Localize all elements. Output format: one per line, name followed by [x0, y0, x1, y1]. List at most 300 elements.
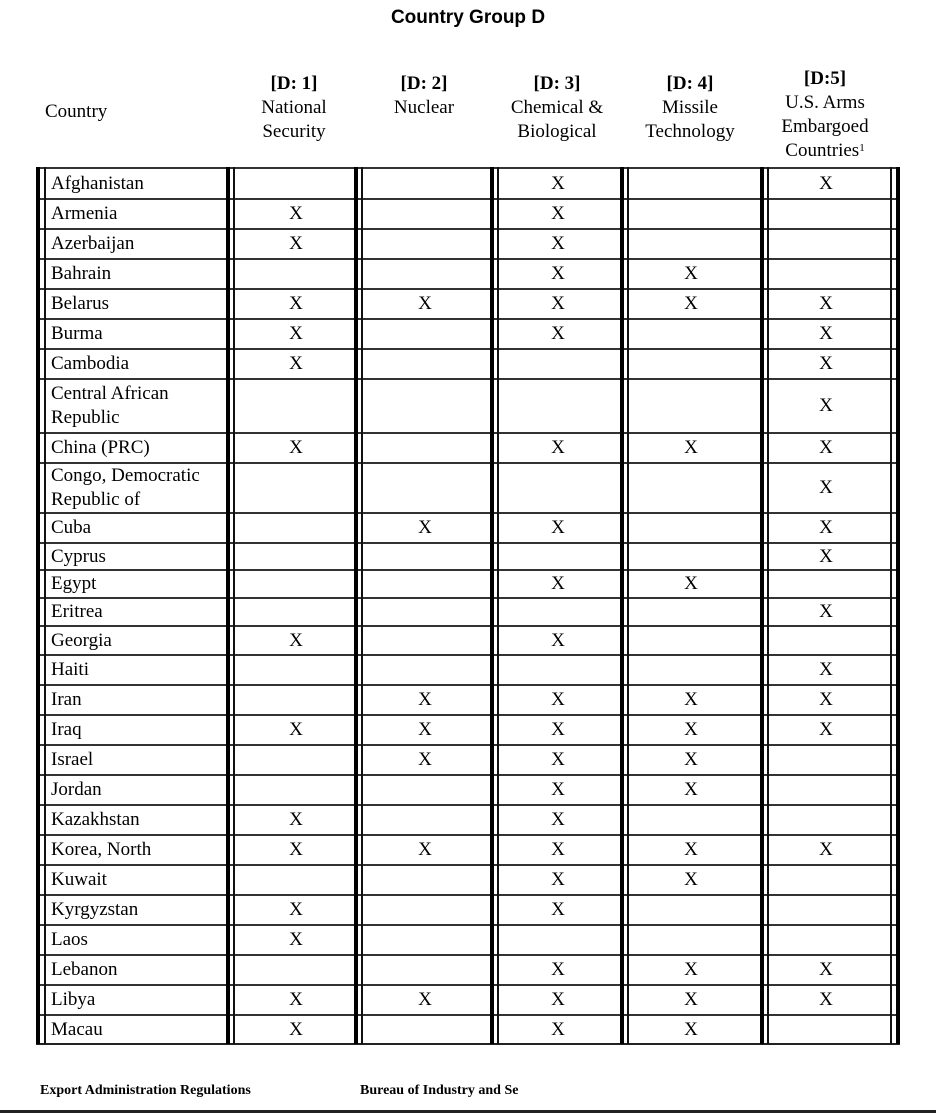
cell-d3 — [494, 627, 622, 654]
cell-d1 — [234, 986, 358, 1014]
table-row — [36, 348, 900, 378]
country-name: Iraq — [51, 719, 82, 740]
country-name: Congo, Democratic Republic of — [51, 465, 200, 510]
cell-d4 — [626, 599, 756, 625]
x-mark: X — [551, 517, 565, 538]
cell-d5 — [764, 320, 888, 348]
cell-d5 — [764, 260, 888, 288]
x-mark: X — [289, 293, 303, 314]
x-mark: X — [819, 437, 833, 458]
x-mark: X — [551, 899, 565, 920]
x-mark: X — [551, 719, 565, 740]
column-label-line: National — [261, 97, 327, 118]
cell-d1 — [234, 896, 358, 924]
cell-d4 — [626, 350, 756, 378]
country-name: Macau — [51, 1018, 103, 1040]
cell-d4 — [626, 956, 756, 984]
cell-d3 — [494, 956, 622, 984]
cell-d5 — [764, 716, 888, 744]
page-bottom-rule — [0, 1110, 936, 1113]
cell-d5 — [764, 571, 888, 597]
country-name: Cyprus — [51, 545, 106, 567]
cell-d4 — [626, 464, 756, 512]
cell-d1 — [234, 571, 358, 597]
country-name: Belarus — [51, 293, 110, 314]
x-mark: X — [289, 203, 303, 224]
country-name: Bahrain — [51, 263, 112, 284]
x-mark: X — [819, 959, 833, 980]
cell-d1 — [234, 200, 358, 228]
country-name: Libya — [51, 989, 96, 1010]
x-mark: X — [289, 1018, 303, 1040]
country-name: Eritrea — [51, 601, 103, 622]
x-mark: X — [551, 323, 565, 344]
x-mark: X — [684, 689, 698, 710]
cell-d3 — [494, 514, 622, 542]
cell-d5 — [764, 956, 888, 984]
x-mark: X — [819, 477, 833, 498]
cell-d2 — [362, 230, 488, 258]
cell-d4 — [626, 716, 756, 744]
country-name: Azerbaijan — [51, 233, 135, 254]
cell-d4 — [626, 320, 756, 348]
cell-d1 — [234, 836, 358, 864]
cell-d4 — [626, 290, 756, 318]
cell-d1 — [234, 746, 358, 774]
x-mark: X — [819, 989, 833, 1010]
table-row — [36, 542, 900, 569]
cell-d2 — [362, 716, 488, 744]
column-label-line: Biological — [517, 121, 597, 142]
x-mark: X — [289, 233, 303, 254]
country-name: Cambodia — [51, 353, 130, 374]
cell-d4 — [626, 926, 756, 954]
page-title: Country Group D — [390, 7, 546, 28]
x-mark: X — [551, 989, 565, 1010]
country-name: Kazakhstan — [51, 809, 140, 830]
x-mark: X — [289, 437, 303, 458]
country-name: Kuwait — [51, 869, 107, 890]
column-separator — [490, 167, 494, 1044]
column-header-d5 — [755, 67, 895, 163]
column-header-d3 — [487, 72, 627, 144]
cell-d2 — [362, 544, 488, 569]
x-mark: X — [551, 749, 565, 770]
x-mark: X — [551, 959, 565, 980]
country-name: Georgia — [51, 629, 112, 651]
x-mark: X — [551, 809, 565, 830]
country-name: Korea, North — [51, 839, 152, 860]
table-row — [36, 744, 900, 774]
x-mark: X — [684, 959, 698, 980]
column-label-line: Technology — [645, 121, 735, 142]
cell-d5 — [764, 836, 888, 864]
country-name: Burma — [51, 323, 103, 344]
cell-d5 — [764, 986, 888, 1014]
x-mark: X — [551, 203, 565, 224]
cell-d2 — [362, 896, 488, 924]
table-row — [36, 864, 900, 894]
cell-d1 — [234, 1016, 358, 1043]
cell-d3 — [494, 986, 622, 1014]
x-mark: X — [551, 779, 565, 800]
country-name: Haiti — [51, 659, 89, 680]
x-mark: X — [819, 839, 833, 860]
cell-d1 — [234, 544, 358, 569]
cell-d3 — [494, 776, 622, 804]
column-header-d4 — [620, 72, 760, 144]
x-mark: X — [684, 869, 698, 890]
cell-d1 — [234, 599, 358, 625]
cell-d2 — [362, 866, 488, 894]
x-mark: X — [289, 353, 303, 374]
cell-d1 — [234, 866, 358, 894]
cell-d2 — [362, 776, 488, 804]
country-name: Laos — [51, 929, 88, 950]
x-mark: X — [819, 659, 833, 680]
footer-agency-name: Bureau of Industry and Se — [360, 1083, 519, 1098]
column-header-d2 — [354, 72, 494, 120]
x-mark: X — [289, 989, 303, 1010]
x-mark: X — [551, 839, 565, 860]
cell-d2 — [362, 656, 488, 684]
column-separator — [44, 167, 46, 1044]
cell-d1 — [234, 926, 358, 954]
x-mark: X — [684, 263, 698, 284]
x-mark: X — [551, 1018, 565, 1040]
cell-d5 — [764, 464, 888, 512]
cell-d2 — [362, 260, 488, 288]
column-code: [D: 2] — [400, 73, 448, 94]
x-mark: X — [418, 719, 432, 740]
x-mark: X — [819, 293, 833, 314]
column-code: [D:5] — [803, 68, 847, 89]
cell-d4 — [626, 986, 756, 1014]
x-mark: X — [684, 749, 698, 770]
page-curl-shadow — [530, 1080, 570, 1102]
cell-d4 — [626, 571, 756, 597]
cell-d3 — [494, 656, 622, 684]
x-mark: X — [289, 719, 303, 740]
cell-d3 — [494, 746, 622, 774]
table-row — [36, 167, 900, 198]
cell-d4 — [626, 200, 756, 228]
cell-d4 — [626, 656, 756, 684]
x-mark: X — [418, 749, 432, 770]
x-mark: X — [684, 989, 698, 1010]
x-mark: X — [289, 839, 303, 860]
table-row — [36, 684, 900, 714]
cell-d1 — [234, 806, 358, 834]
cell-d5 — [764, 544, 888, 569]
cell-d4 — [626, 514, 756, 542]
cell-d2 — [362, 464, 488, 512]
column-code: [D: 4] — [666, 73, 714, 94]
table-row — [36, 378, 900, 432]
cell-d2 — [362, 686, 488, 714]
column-separator — [896, 167, 900, 1044]
table-row — [36, 625, 900, 654]
cell-d1 — [234, 656, 358, 684]
cell-d5 — [764, 926, 888, 954]
cell-d2 — [362, 571, 488, 597]
cell-d1 — [234, 169, 358, 198]
cell-d1 — [234, 434, 358, 462]
cell-d4 — [626, 230, 756, 258]
country-name: Lebanon — [51, 959, 118, 980]
x-mark: X — [819, 172, 833, 194]
column-code: [D: 1] — [270, 73, 318, 94]
cell-d1 — [234, 260, 358, 288]
cell-d2 — [362, 1016, 488, 1043]
cell-d1 — [234, 956, 358, 984]
cell-d3 — [494, 380, 622, 432]
cell-d2 — [362, 200, 488, 228]
cell-d5 — [764, 866, 888, 894]
cell-d2 — [362, 169, 488, 198]
table-row — [36, 1014, 900, 1045]
x-mark: X — [684, 437, 698, 458]
cell-d2 — [362, 956, 488, 984]
cell-d3 — [494, 169, 622, 198]
table-row — [36, 597, 900, 625]
cell-d2 — [362, 926, 488, 954]
cell-d1 — [234, 380, 358, 432]
cell-d5 — [764, 350, 888, 378]
column-separator — [760, 167, 764, 1044]
column-header-country: Country — [45, 101, 108, 122]
table-row — [36, 258, 900, 288]
cell-d5 — [764, 746, 888, 774]
cell-d4 — [626, 380, 756, 432]
country-name: Israel — [51, 749, 94, 770]
cell-d3 — [494, 836, 622, 864]
cell-d5 — [764, 380, 888, 432]
cell-d2 — [362, 806, 488, 834]
x-mark: X — [684, 573, 698, 594]
cell-d2 — [362, 746, 488, 774]
cell-d4 — [626, 1016, 756, 1043]
cell-d3 — [494, 806, 622, 834]
cell-d3 — [494, 599, 622, 625]
x-mark: X — [551, 263, 565, 284]
column-label-line: Embargoed — [781, 116, 869, 137]
x-mark: X — [418, 293, 432, 314]
cell-d3 — [494, 571, 622, 597]
cell-d3 — [494, 686, 622, 714]
cell-d2 — [362, 380, 488, 432]
table-row — [36, 954, 900, 984]
table-row — [36, 318, 900, 348]
table-row — [36, 228, 900, 258]
cell-d5 — [764, 434, 888, 462]
country-name: Jordan — [51, 779, 102, 800]
cell-d1 — [234, 464, 358, 512]
table-row — [36, 569, 900, 597]
cell-d4 — [626, 806, 756, 834]
column-separator — [361, 167, 363, 1044]
table-row — [36, 288, 900, 318]
column-label-line: U.S. Arms — [785, 92, 865, 113]
x-mark: X — [289, 929, 303, 950]
cell-d1 — [234, 320, 358, 348]
country-name: Kyrgyzstan — [51, 899, 139, 920]
cell-d4 — [626, 686, 756, 714]
cell-d2 — [362, 350, 488, 378]
x-mark: X — [819, 353, 833, 374]
cell-d4 — [626, 746, 756, 774]
cell-d5 — [764, 230, 888, 258]
x-mark: X — [289, 899, 303, 920]
cell-d2 — [362, 434, 488, 462]
x-mark: X — [819, 323, 833, 344]
cell-d3 — [494, 866, 622, 894]
table-row — [36, 984, 900, 1014]
country-group-table — [36, 167, 900, 1044]
cell-d5 — [764, 200, 888, 228]
x-mark: X — [551, 172, 565, 194]
column-label-line: Nuclear — [393, 97, 455, 118]
x-mark: X — [418, 989, 432, 1010]
cell-d1 — [234, 514, 358, 542]
cell-d5 — [764, 169, 888, 198]
cell-d1 — [234, 290, 358, 318]
x-mark: X — [684, 1018, 698, 1040]
table-row — [36, 654, 900, 684]
cell-d4 — [626, 544, 756, 569]
cell-d3 — [494, 434, 622, 462]
cell-d5 — [764, 1016, 888, 1043]
x-mark: X — [819, 601, 833, 622]
table-row — [36, 462, 900, 512]
cell-d4 — [626, 896, 756, 924]
cell-d2 — [362, 290, 488, 318]
cell-d3 — [494, 544, 622, 569]
footnote-marker: 1 — [859, 142, 865, 154]
cell-d5 — [764, 896, 888, 924]
country-name: Central African Republic — [51, 383, 169, 428]
table-row — [36, 714, 900, 744]
cell-d5 — [764, 806, 888, 834]
cell-d3 — [494, 716, 622, 744]
x-mark: X — [551, 573, 565, 594]
x-mark: X — [819, 689, 833, 710]
cell-d2 — [362, 836, 488, 864]
cell-d1 — [234, 350, 358, 378]
cell-d5 — [764, 686, 888, 714]
cell-d5 — [764, 627, 888, 654]
column-separator — [226, 167, 230, 1044]
column-label-line: Chemical & — [510, 97, 604, 118]
cell-d3 — [494, 290, 622, 318]
cell-d5 — [764, 656, 888, 684]
x-mark: X — [551, 629, 565, 651]
x-mark: X — [684, 779, 698, 800]
x-mark: X — [551, 437, 565, 458]
cell-d4 — [626, 866, 756, 894]
table-row — [36, 924, 900, 954]
x-mark: X — [684, 719, 698, 740]
column-separator — [233, 167, 235, 1044]
column-separator — [890, 167, 892, 1044]
column-label-line: Countries$^1$ — [785, 140, 865, 161]
x-mark: X — [418, 517, 432, 538]
x-mark: X — [551, 293, 565, 314]
cell-d2 — [362, 599, 488, 625]
cell-d3 — [494, 926, 622, 954]
x-mark: X — [289, 629, 303, 651]
x-mark: X — [819, 517, 833, 538]
table-row — [36, 432, 900, 462]
cell-d3 — [494, 200, 622, 228]
x-mark: X — [819, 545, 833, 567]
cell-d2 — [362, 627, 488, 654]
cell-d5 — [764, 776, 888, 804]
country-name: China (PRC) — [51, 437, 150, 458]
cell-d3 — [494, 260, 622, 288]
column-separator — [36, 167, 40, 1044]
country-name: Armenia — [51, 203, 118, 224]
cell-d4 — [626, 169, 756, 198]
cell-d1 — [234, 686, 358, 714]
column-label-line: Missile — [662, 97, 718, 118]
x-mark: X — [684, 839, 698, 860]
x-mark: X — [819, 395, 833, 416]
cell-d4 — [626, 434, 756, 462]
x-mark: X — [289, 323, 303, 344]
cell-d3 — [494, 350, 622, 378]
table-row — [36, 804, 900, 834]
column-code: [D: 3] — [533, 73, 581, 94]
cell-d1 — [234, 230, 358, 258]
table-row — [36, 894, 900, 924]
country-name: Egypt — [51, 573, 97, 594]
table-row — [36, 774, 900, 804]
country-name: Afghanistan — [51, 172, 144, 194]
column-separator — [767, 167, 769, 1044]
cell-d2 — [362, 514, 488, 542]
cell-d1 — [234, 627, 358, 654]
cell-d4 — [626, 260, 756, 288]
x-mark: X — [684, 293, 698, 314]
country-name: Iran — [51, 689, 82, 710]
cell-d3 — [494, 464, 622, 512]
x-mark: X — [551, 689, 565, 710]
table-row — [36, 512, 900, 542]
column-separator — [627, 167, 629, 1044]
cell-d5 — [764, 599, 888, 625]
column-separator — [497, 167, 499, 1044]
column-separator — [620, 167, 624, 1044]
cell-d3 — [494, 320, 622, 348]
country-name: Cuba — [51, 517, 92, 538]
x-mark: X — [418, 689, 432, 710]
cell-d4 — [626, 776, 756, 804]
table-row — [36, 198, 900, 228]
table-row — [36, 834, 900, 864]
cell-d3 — [494, 896, 622, 924]
x-mark: X — [551, 869, 565, 890]
cell-d4 — [626, 836, 756, 864]
cell-d5 — [764, 290, 888, 318]
cell-d1 — [234, 776, 358, 804]
cell-d2 — [362, 986, 488, 1014]
x-mark: X — [418, 839, 432, 860]
x-mark: X — [819, 719, 833, 740]
cell-d1 — [234, 716, 358, 744]
x-mark: X — [551, 233, 565, 254]
cell-d5 — [764, 514, 888, 542]
